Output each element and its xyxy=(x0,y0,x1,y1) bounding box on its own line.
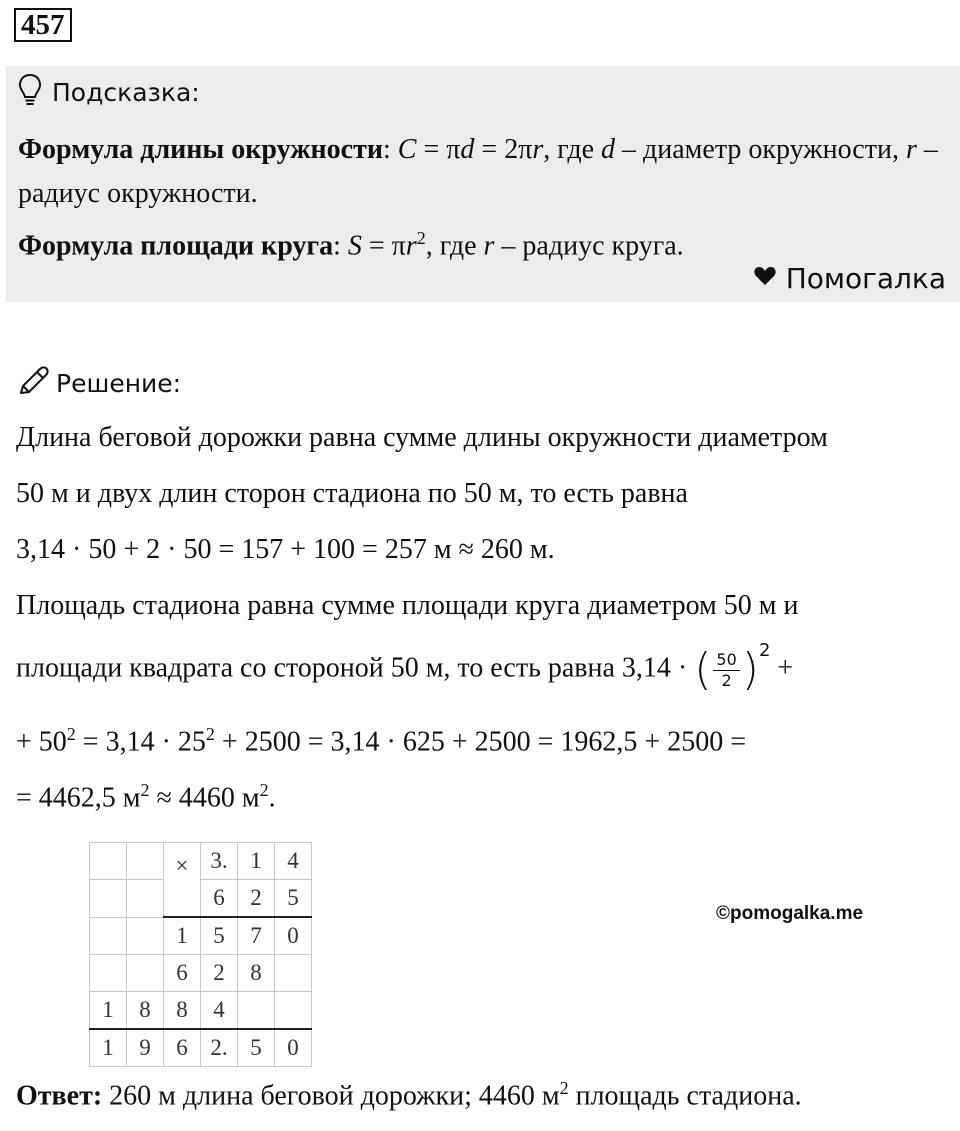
hint-header xyxy=(18,74,200,110)
grid-cell: 6 xyxy=(201,880,238,918)
var-d: d xyxy=(460,134,475,165)
grid-cell: 7 xyxy=(238,917,275,955)
fraction-numerator: 50 xyxy=(713,650,739,671)
paren-open: ( xyxy=(694,644,712,695)
paren-close: ) xyxy=(741,644,759,695)
area-label: Формула площади круга xyxy=(18,230,334,262)
exponent: 2 xyxy=(140,780,150,800)
formula-where: , где xyxy=(425,230,484,262)
var-r: r xyxy=(532,134,544,165)
grid-cell: 6 xyxy=(164,955,201,992)
var-r: r xyxy=(483,230,495,262)
exponent: 2 xyxy=(259,780,269,800)
circumference-label: Формула длины окружности xyxy=(18,134,383,165)
grid-cell: 3. xyxy=(201,843,238,880)
hint-text xyxy=(18,128,948,268)
grid-cell xyxy=(90,880,127,918)
watermark: ©pomogalka.me xyxy=(716,903,864,924)
grid-cell xyxy=(127,880,164,918)
line-text: + 50 xyxy=(16,726,67,758)
lightbulb-icon xyxy=(18,73,42,112)
var-d: d xyxy=(601,134,616,165)
grid-cell: 6 xyxy=(164,1029,201,1067)
problem-number: 457 xyxy=(14,8,72,42)
var-S: S xyxy=(347,230,362,262)
formula-desc: – радиус круга. xyxy=(494,230,684,262)
grid-cell: 9 xyxy=(127,1029,164,1067)
exponent: 2 xyxy=(416,228,426,248)
area-formula xyxy=(18,216,948,268)
fraction-expression xyxy=(694,640,771,695)
solution-line-1: Длина беговой дорожки равна сумме длины окружности диаметром xyxy=(16,422,828,453)
formula-eq: = 2π xyxy=(474,134,533,165)
grid-cell xyxy=(127,843,164,880)
solution-header xyxy=(16,364,181,403)
grid-cell: 1 xyxy=(90,1029,127,1067)
exponent: 2 xyxy=(66,724,76,744)
formula-where: , где xyxy=(543,134,602,165)
formula-colon: : xyxy=(333,230,348,262)
grid-cell xyxy=(90,955,127,992)
hint-title: Подсказка: xyxy=(52,77,200,107)
grid-cell: 4 xyxy=(201,992,238,1030)
grid-cell xyxy=(127,955,164,992)
line-text: . xyxy=(268,782,276,814)
grid-cell: 5 xyxy=(201,917,238,955)
grid-cell: 2 xyxy=(238,880,275,918)
multiplication-grid xyxy=(89,842,312,1067)
solution-title: Решение: xyxy=(56,369,182,398)
grid-cell xyxy=(127,917,164,955)
line-text: = 4462,5 м xyxy=(16,782,141,814)
grid-cell: 1 xyxy=(164,917,201,955)
line-text: + 2500 = 3,14 · 625 + 2500 = 1962,5 + 2500 = xyxy=(214,726,746,758)
grid-row xyxy=(90,955,312,992)
answer xyxy=(16,1078,802,1112)
var-r: r xyxy=(905,134,917,165)
grid-cell: 8 xyxy=(127,992,164,1030)
grid-row xyxy=(90,992,312,1030)
formula-eq: = π xyxy=(416,134,461,165)
grid-cell: 5 xyxy=(238,1029,275,1067)
answer-label: Ответ: xyxy=(16,1080,103,1112)
grid-cell xyxy=(164,880,201,918)
grid-cell xyxy=(238,992,275,1030)
grid-cell: 5 xyxy=(275,880,312,918)
brand-label: Помогалка xyxy=(785,262,946,295)
answer-text: 260 м длина беговой дорожки; 4460 м xyxy=(102,1080,560,1112)
grid-cell: 8 xyxy=(238,955,275,992)
answer-text: площадь стадиона. xyxy=(568,1080,802,1112)
grid-cell: 8 xyxy=(164,992,201,1030)
var-C: C xyxy=(397,134,417,165)
grid-row xyxy=(90,880,312,918)
grid-cell xyxy=(90,917,127,955)
grid-cell xyxy=(275,992,312,1030)
grid-cell: 4 xyxy=(275,843,312,880)
var-r: r xyxy=(405,230,417,262)
grid-row xyxy=(90,1029,312,1067)
formula-eq: = π xyxy=(361,230,406,262)
line-text: = 3,14 · 25 xyxy=(75,726,206,758)
formula-desc: – радиус окружности. xyxy=(18,134,938,209)
solution-line-7 xyxy=(16,780,276,814)
line-text: ≈ 4460 м xyxy=(149,782,260,814)
exponent: 2 xyxy=(758,640,771,661)
formula-desc: – диаметр окружности, xyxy=(615,134,906,165)
brand xyxy=(754,262,946,295)
grid-row xyxy=(90,843,312,880)
solution-line-2: 50 м и двух длин сторон стадиона по 50 м, то есть равна xyxy=(16,478,688,509)
grid-row xyxy=(90,917,312,955)
multiply-sign: × xyxy=(164,843,201,880)
solution-line-6 xyxy=(16,724,746,758)
grid-cell: 1 xyxy=(90,992,127,1030)
grid-cell xyxy=(275,955,312,992)
circumference-formula xyxy=(18,128,948,216)
fraction-denominator: 2 xyxy=(721,670,732,690)
grid-cell: 0 xyxy=(275,917,312,955)
grid-cell: 2. xyxy=(201,1029,238,1067)
grid-cell: 0 xyxy=(275,1029,312,1067)
solution-line-4: Площадь стадиона равна сумме площади круга диаметром 50 м и xyxy=(16,590,799,621)
exponent: 2 xyxy=(205,724,215,744)
exponent: 2 xyxy=(559,1078,569,1098)
line-text: + xyxy=(770,652,794,684)
solution-line-5 xyxy=(16,640,794,695)
heart-icon xyxy=(754,266,776,292)
hint-box xyxy=(6,66,960,302)
line-text: площади квадрата со стороной 50 м, то есть равна 3,14 · xyxy=(16,652,695,684)
solution-line-3: 3,14 · 50 + 2 · 50 = 157 + 100 = 257 м ≈ 260 м. xyxy=(16,534,555,565)
pencil-icon xyxy=(16,364,50,403)
grid-cell xyxy=(90,843,127,880)
grid-cell: 2 xyxy=(201,955,238,992)
grid-cell: 1 xyxy=(238,843,275,880)
formula-colon: : xyxy=(383,134,398,165)
